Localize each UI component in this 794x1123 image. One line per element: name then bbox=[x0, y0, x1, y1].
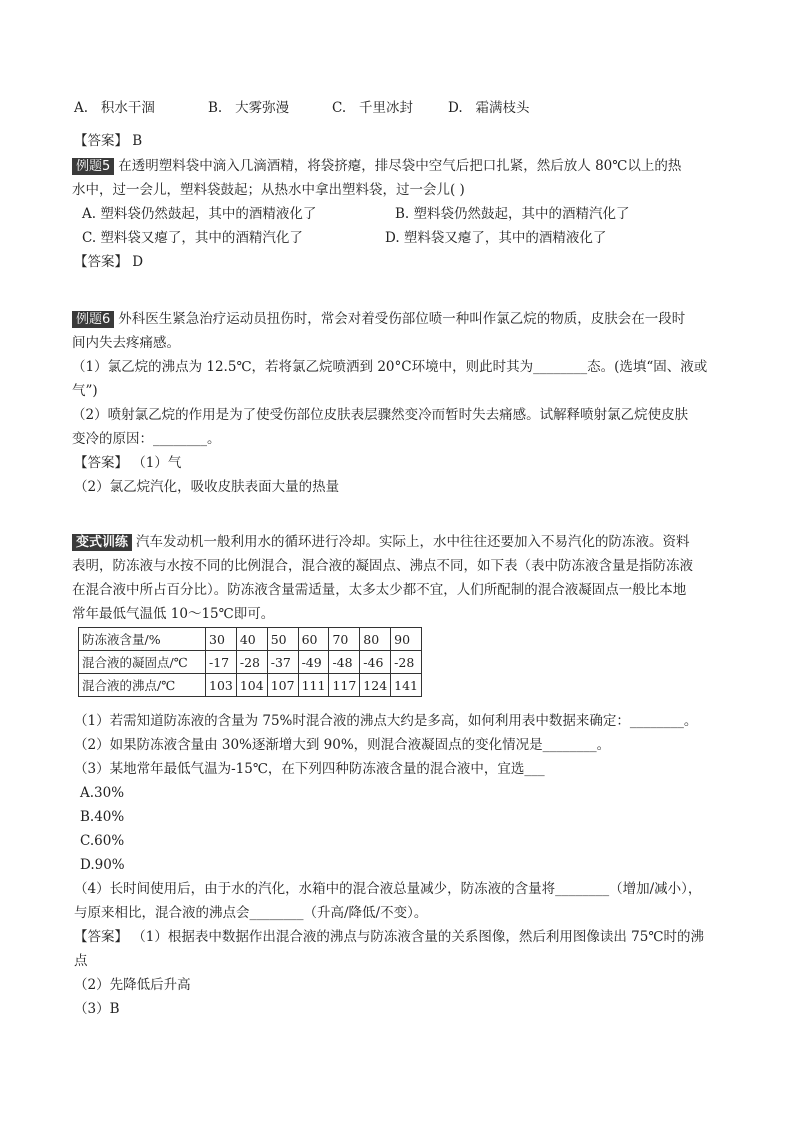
table-cell: 124 bbox=[360, 674, 391, 697]
table-row-header: 防冻液含量/% bbox=[79, 628, 206, 651]
answer-label: 【答案】 bbox=[74, 455, 128, 471]
answer-value: D bbox=[132, 254, 144, 270]
q4-options bbox=[74, 99, 530, 117]
table-cell: 117 bbox=[329, 674, 360, 697]
answer-value-1: （1）气 bbox=[132, 455, 182, 471]
table-cell: -28 bbox=[236, 651, 267, 674]
q5-stem-line1 bbox=[72, 157, 681, 175]
table-cell: 103 bbox=[206, 674, 237, 697]
table-cell: -46 bbox=[360, 651, 391, 674]
table-cell: 70 bbox=[329, 628, 360, 651]
q7-sub4-line1: （4）长时间使用后，由于水的汽化，水箱中的混合液总量减少，防冻液的含量将________（增加/减小）， bbox=[74, 881, 702, 897]
q7-text-1: 汽车发动机一般利用水的循环进行冷却。实际上，水中往往还要加入不易汽化的防冻液。资料 bbox=[136, 534, 690, 550]
q6-stem-line2: 间内失去疼痛感。 bbox=[72, 335, 180, 351]
q7-answer-2: （2）先降低后升高 bbox=[74, 977, 191, 993]
q7-sub1: （1）若需知道防冻液的含量为 75%时混合液的沸点大约是多高，如何利用表中数据来确定：________。 bbox=[74, 713, 698, 729]
q5-text-1: 在透明塑料袋中滴入几滴酒精，将袋挤瘪，排尽袋中空气后把口扎紧，然后放人 80℃以上的热 bbox=[118, 158, 682, 174]
q6-text-1: 外科医生紧急治疗运动员扭伤时，常会对着受伤部位喷一种叫作氯乙烷的物质，皮肤会在一段时 bbox=[118, 311, 686, 327]
table-cell: 60 bbox=[298, 628, 329, 651]
answer-label: 【答案】 bbox=[74, 929, 128, 945]
q6-answer bbox=[74, 454, 181, 472]
table-cell: -48 bbox=[329, 651, 360, 674]
table-row bbox=[79, 651, 422, 674]
q6-sub1-line1: （1）氯乙烷的沸点为 12.5℃，若将氯乙烷喷洒到 20°C环境中，则此时其为________态。(选填“固、液或 bbox=[72, 359, 708, 375]
table-cell: -17 bbox=[206, 651, 237, 674]
q7-sub2: （2）如果防冻液含量由 30%逐渐增大到 90%，则混合液凝固点的变化情况是________。 bbox=[74, 737, 611, 753]
q5-option-c: C. 塑料袋又瘪了，其中的酒精汽化了 bbox=[82, 230, 303, 246]
table-row-header: 混合液的沸点/℃ bbox=[79, 674, 206, 697]
antifreeze-table bbox=[78, 627, 422, 697]
table-cell: 90 bbox=[391, 628, 422, 651]
table-cell: 30 bbox=[206, 628, 237, 651]
q6-answer-2: （2）氯乙烷汽化，吸收皮肤表面大量的热量 bbox=[74, 479, 340, 495]
q6-stem-line1 bbox=[72, 310, 685, 328]
q7-option-b: B.40% bbox=[80, 809, 125, 825]
q6-sub2-line1: （2）喷射氯乙烷的作用是为了使受伤部位皮肤表层骤然变冷而暂时失去痛感。试解释喷射氯乙烷使皮肤 bbox=[72, 407, 689, 423]
q7-option-c: C.60% bbox=[80, 833, 125, 849]
q4-option-b: B. 大雾弥漫 bbox=[208, 100, 290, 116]
q7-option-a: A.30% bbox=[80, 785, 125, 801]
q7-stem-line4: 常年最低气温低 10～15℃即可。 bbox=[72, 606, 275, 622]
table-cell: 50 bbox=[267, 628, 298, 651]
q4-option-a: A. 积水干涸 bbox=[74, 100, 155, 116]
q6-sub2-line2: 变冷的原因：________。 bbox=[72, 431, 221, 447]
q7-answer bbox=[74, 928, 704, 946]
example-tag: 例题5 bbox=[72, 158, 114, 175]
q7-stem-line3: 在混合液中所占百分比）。防冻液含量需适量，太多太少都不宜，人们所配制的混合液凝固点一般比本地 bbox=[72, 582, 687, 598]
q4-answer bbox=[74, 132, 142, 150]
q7-stem-line1 bbox=[72, 533, 690, 551]
q5-option-b: B. 塑料袋仍然鼓起，其中的酒精汽化了 bbox=[395, 206, 630, 222]
table-cell: 111 bbox=[298, 674, 329, 697]
q5-stem-line2: 水中，过一会儿，塑料袋鼓起；从热水中拿出塑料袋，过一会儿( ) bbox=[72, 182, 465, 198]
q4-option-d: D. 霜满枝头 bbox=[448, 100, 530, 116]
q5-answer bbox=[74, 253, 143, 271]
table-row bbox=[79, 628, 422, 651]
q7-option-d: D.90% bbox=[80, 857, 125, 873]
table-cell: 80 bbox=[360, 628, 391, 651]
q6-sub1-line2: 气”) bbox=[72, 383, 98, 399]
answer-value-1: （1）根据表中数据作出混合液的沸点与防冻液含量的关系图像，然后利用图像读出 75℃时的沸 bbox=[132, 929, 704, 945]
q5-option-a: A. 塑料袋仍然鼓起，其中的酒精液化了 bbox=[82, 206, 317, 222]
q7-sub3: （3）某地常年最低气温为-15℃，在下列四种防冻液含量的混合液中，宜选___ bbox=[74, 761, 545, 777]
table-cell: 141 bbox=[391, 674, 422, 697]
example-tag: 例题6 bbox=[72, 311, 114, 328]
table-cell: -49 bbox=[298, 651, 329, 674]
table-cell: -28 bbox=[391, 651, 422, 674]
q7-answer-1-cont: 点 bbox=[74, 953, 88, 969]
table-cell: -37 bbox=[267, 651, 298, 674]
q5-option-d: D. 塑料袋又瘪了，其中的酒精液化了 bbox=[385, 230, 607, 246]
answer-label: 【答案】 bbox=[74, 254, 128, 270]
table-cell: 40 bbox=[236, 628, 267, 651]
table-cell: 107 bbox=[267, 674, 298, 697]
answer-label: 【答案】 bbox=[74, 133, 128, 149]
q7-stem-line2: 表明，防冻液与水按不同的比例混合，混合液的凝固点、沸点不同，如下表（表中防冻液含量是指防冻液 bbox=[72, 558, 693, 574]
answer-value: B bbox=[132, 133, 143, 149]
q7-sub4-line2: 与原来相比，混合液的沸点会________（升高/降低/不变）。 bbox=[74, 905, 428, 921]
table-row bbox=[79, 674, 422, 697]
table-row-header: 混合液的凝固点/℃ bbox=[79, 651, 206, 674]
table-cell: 104 bbox=[236, 674, 267, 697]
variant-training-tag: 变式训练 bbox=[72, 534, 132, 551]
q4-option-c: C. 千里冰封 bbox=[332, 100, 414, 116]
q7-answer-3: （3）B bbox=[74, 1001, 120, 1017]
